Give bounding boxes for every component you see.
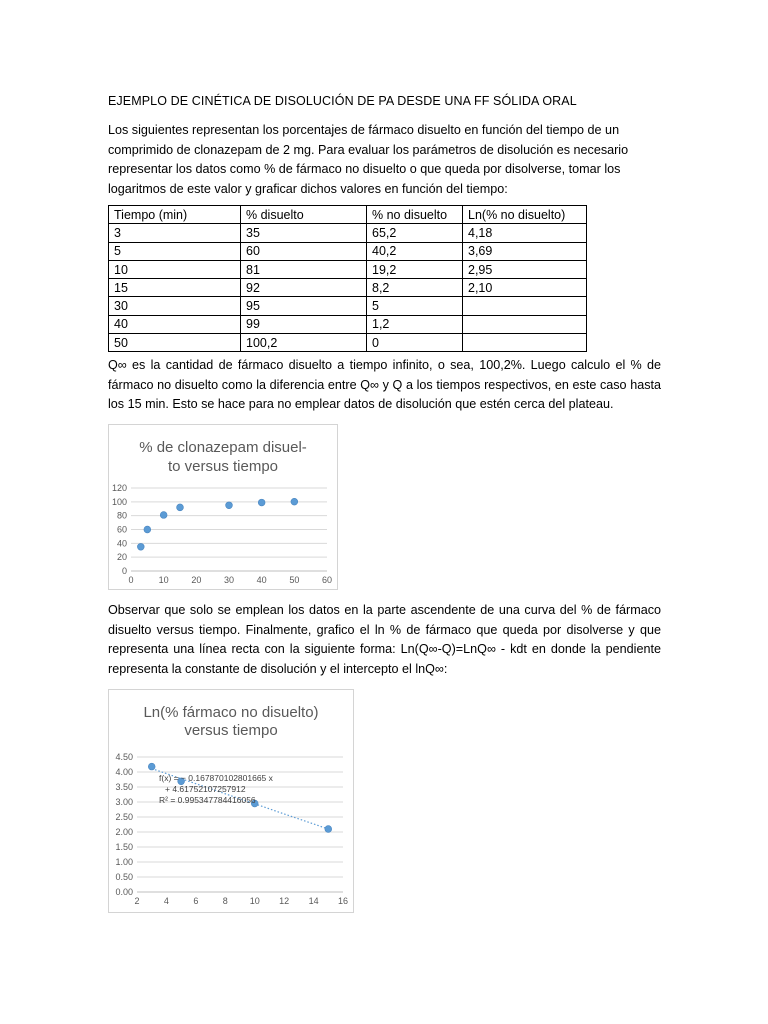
dissolution-chart-data-point — [258, 499, 265, 506]
table-row — [109, 224, 587, 242]
ln-chart-x-tick-label: 10 — [249, 896, 260, 906]
dissolution-chart-y-tick-label: 100 — [111, 496, 127, 507]
table-header-row — [109, 206, 587, 224]
table-cell: 100,2 — [241, 334, 367, 352]
table-cell: 1,2 — [367, 315, 463, 333]
table-cell: 95 — [241, 297, 367, 315]
table-header: % disuelto — [241, 206, 367, 224]
ln-chart-data-point — [325, 826, 332, 833]
table-row — [109, 242, 587, 260]
table-cell: 2,95 — [463, 260, 587, 278]
dissolution-chart-y-tick-label: 20 — [116, 552, 127, 563]
dissolution-chart-x-tick-label: 40 — [256, 575, 267, 585]
table-cell: 8,2 — [367, 279, 463, 297]
dissolution-chart — [108, 424, 338, 590]
table-cell: 81 — [241, 260, 367, 278]
dissolution-chart-y-tick-label: 40 — [116, 538, 127, 549]
table-cell: 40,2 — [367, 242, 463, 260]
table-cell: 0 — [367, 334, 463, 352]
ln-chart-x-tick-label: 12 — [279, 896, 290, 906]
ln-chart-x-tick-label: 16 — [337, 896, 349, 906]
ln-chart-equation-line: f(x) = − 0.167870102801665 x — [159, 773, 273, 783]
dissolution-table — [108, 205, 587, 352]
ln-chart — [108, 689, 354, 913]
intro-line: representar los datos como % de fármaco no disuelto o que queda por disolverse, tomar los — [108, 162, 621, 176]
dissolution-chart-x-tick-label: 60 — [321, 575, 333, 585]
intro-line: comprimido de clonazepam de 2 mg. Para evaluar los parámetros de disolución es necesario — [108, 142, 629, 157]
ln-chart-x-tick-label: 14 — [308, 896, 319, 906]
table-row — [109, 279, 587, 297]
qinf-paragraph: Q∞ es la cantidad de fármaco disuelto a tiempo infinito, o sea, 100,2%. Luego calculo el % de fármaco no disuelto como la diferencia entre Q∞ y Q a los tiempos respectivos, en este caso hasta los 15 min. Esto se hace para no emplear datos de disolución que estén cerca del plateau. — [108, 358, 661, 411]
dissolution-chart-x-tick-label: 10 — [158, 575, 169, 585]
table-header: Tiempo (min) — [109, 206, 241, 224]
dissolution-chart-data-point — [160, 512, 167, 519]
ln-chart-y-tick-label: 1.50 — [115, 842, 133, 852]
intro-paragraph — [108, 121, 661, 199]
table-cell: 35 — [241, 224, 367, 242]
ln-chart-y-tick-label: 0.50 — [115, 872, 133, 882]
ln-chart-x-tick-label: 2 — [134, 896, 140, 906]
ln-chart-svg — [109, 690, 353, 912]
ln-chart-x-tick-label: 8 — [222, 896, 228, 906]
table-cell: 65,2 — [367, 224, 463, 242]
ln-chart-data-point — [148, 763, 155, 770]
table-cell: 5 — [109, 242, 241, 260]
table-cell: 4,18 — [463, 224, 587, 242]
dissolution-chart-x-tick-label: 30 — [223, 575, 235, 585]
table-row — [109, 315, 587, 333]
table-cell: 5 — [367, 297, 463, 315]
dissolution-chart-data-point — [137, 543, 144, 550]
dissolution-chart-data-point — [226, 502, 233, 509]
document-heading: EJEMPLO DE CINÉTICA DE DISOLUCIÓN DE PA DESDE UNA FF SÓLIDA ORAL — [108, 94, 577, 108]
ln-chart-y-tick-label: 3.50 — [115, 782, 133, 792]
observation-paragraph: Observar que solo se emplean los datos en la parte ascendente de una curva del % de fármaco disuelto versus tiempo. Finalmente, grafico el ln % de fármaco que queda por disolverse y que representa una línea recta con la siguiente forma: Ln(Q∞-Q)=LnQ∞ - kdt en donde la pendiente representa la constante de disolución y el intercepto el lnQ∞: — [108, 603, 661, 676]
ln-chart-y-tick-label: 4.50 — [115, 752, 133, 762]
dissolution-chart-x-tick-label: 20 — [191, 575, 202, 585]
table-cell — [463, 297, 587, 315]
ln-chart-y-tick-label: 4.00 — [115, 767, 133, 777]
ln-chart-equation-line: R² = 0.995347784416056 — [159, 795, 256, 805]
table-cell: 3 — [109, 224, 241, 242]
table-cell — [463, 334, 587, 352]
dissolution-chart-title-line: % de clonazepam disuel- — [139, 439, 307, 456]
ln-chart-equation-line: + 4.61752107257912 — [165, 784, 246, 794]
dissolution-chart-data-point — [291, 498, 298, 505]
table-cell: 40 — [109, 315, 241, 333]
dissolution-chart-x-tick-label: 0 — [128, 575, 134, 585]
table-cell: 19,2 — [367, 260, 463, 278]
table-header: Ln(% no disuelto) — [463, 206, 587, 224]
ln-chart-y-tick-label: 2.50 — [115, 812, 133, 822]
dissolution-chart-data-point — [144, 526, 151, 533]
dissolution-chart-y-tick-label: 120 — [111, 483, 127, 493]
table-cell: 30 — [109, 297, 241, 315]
dissolution-chart-y-tick-label: 60 — [116, 524, 127, 535]
ln-chart-title-line: Ln(% fármaco no disuelto) — [143, 704, 319, 721]
table-cell: 2,10 — [463, 279, 587, 297]
dissolution-chart-data-point — [177, 504, 184, 511]
ln-chart-y-tick-label: 3.00 — [115, 797, 133, 807]
dissolution-chart-svg — [109, 425, 337, 589]
table-row — [109, 334, 587, 352]
table-cell: 60 — [241, 242, 367, 260]
table-header: % no disuelto — [367, 206, 463, 224]
table-cell — [463, 315, 587, 333]
table-cell: 15 — [109, 279, 241, 297]
table-cell: 92 — [241, 279, 367, 297]
table-cell: 50 — [109, 334, 241, 352]
intro-line: Los siguientes representan los porcentajes de fármaco disuelto en función del tiempo de un — [108, 123, 620, 137]
table-cell: 3,69 — [463, 242, 587, 260]
intro-line: logaritmos de este valor y graficar dichos valores en función del tiempo: — [108, 181, 508, 196]
ln-chart-x-tick-label: 6 — [193, 896, 199, 906]
table-row — [109, 297, 587, 315]
dissolution-chart-y-tick-label: 0 — [121, 566, 127, 576]
ln-chart-y-tick-label: 0.00 — [115, 887, 133, 897]
ln-chart-y-tick-label: 1.00 — [115, 857, 133, 867]
ln-chart-y-tick-label: 2.00 — [115, 827, 133, 837]
table-cell: 99 — [241, 315, 367, 333]
ln-chart-x-tick-label: 4 — [163, 896, 169, 906]
dissolution-chart-y-tick-label: 80 — [116, 510, 127, 521]
dissolution-chart-title-line: to versus tiempo — [167, 458, 279, 475]
table-row — [109, 260, 587, 278]
dissolution-chart-x-tick-label: 50 — [289, 575, 300, 585]
table-cell: 10 — [109, 260, 241, 278]
ln-chart-title-line: versus tiempo — [184, 722, 278, 739]
